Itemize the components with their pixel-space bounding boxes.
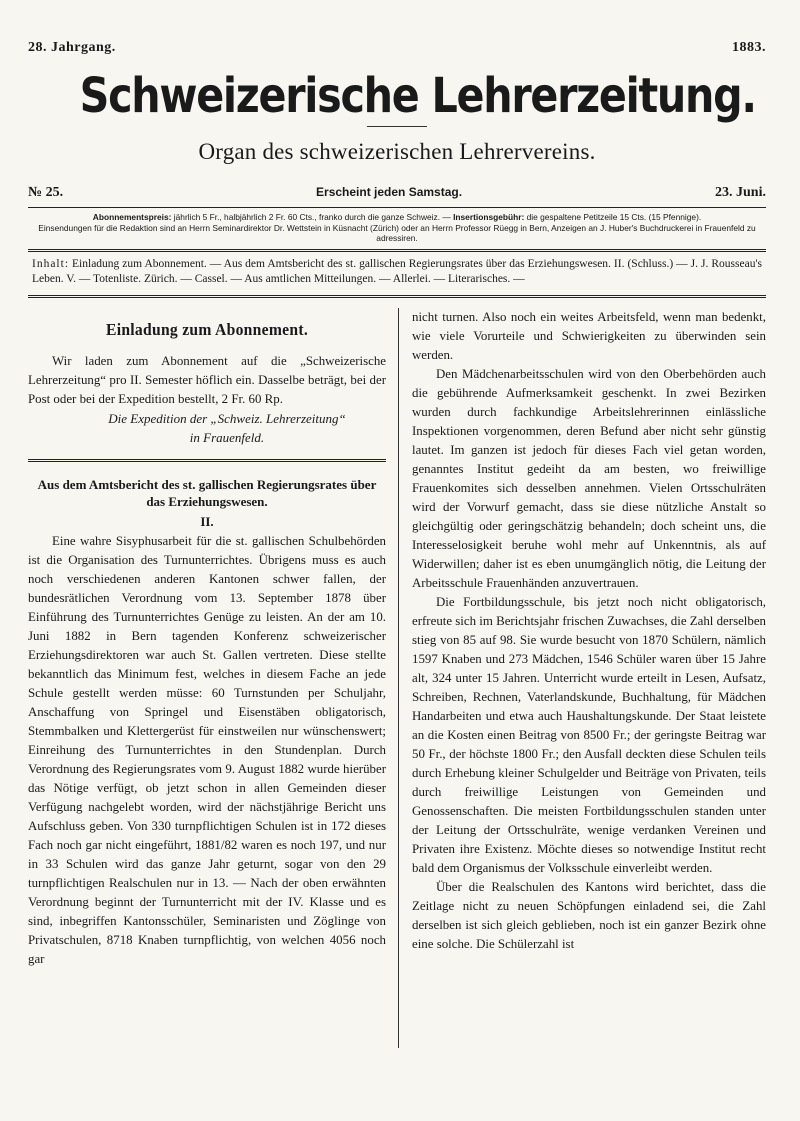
table-of-contents (28, 257, 766, 298)
subscription-price-label: Abonnementspreis: (92, 212, 172, 222)
article-paragraph-1: Eine wahre Sisyphusarbeit für die st. gallischen Schulbehörden ist die Organisation des Turnunterrichtes. Übrigens muss es auch noch verschiedenen anderen Kantonen schwer fallen, der bundesrätlichen Verordnung vom 13. September 1878 über Einführung des Turnunterrichtes Genüge zu leisten. An der am 10. Juni 1882 in Bern tagenden Konferenz schweizerischer Erziehungsdirektoren war auch St. Gallen vertreten. Diese stellte bekanntlich das Minimum fest, welches in diesem Fache an jede Schule gestellt werden müsse: 60 Turnstunden per Schuljahr, Anschaffung von Springel und Eisenstäben obligatorisch, Stemmbalken und Klettergerüst für einstweilen nur wünschenswert; Einreihung des Turnunterrichtes in den Stundenplan. Durch Verordnung des Regierungsrates vom 9. August 1882 wurde hierüber das Nötige verfügt, ob jetzt schon in allen Gemeinden dieser Verfügung nachgelebt worden, wird der nächstjährige Bericht uns Aufschluss geben. Von 330 turnpflichtigen Schulen ist in 172 dieses Fach noch gar nicht eingeführt, 1881/82 waren es noch 197, und nur in 33 Schulen wird das ganze Jahr geturnt, sogar von den 29 turnpflichtigen Realschulen nur in 13. — Nach der oben erwähnten Verordnung beginnt der Turnunterricht mit der IV. Klasse und es sind, inbegriffen Kantonsschüler, Seminaristen und Zöglinge von Privatschulen, 8718 Knaben turnpflichtig, von welchen 4056 noch gar (28, 533, 386, 966)
issue-number: № 25. (28, 185, 64, 200)
top-line (28, 40, 766, 56)
article-paragraph-1-cont: nicht turnen. Also noch ein weites Arbeitsfeld, wenn man bedenkt, wie viele Vorurteile und Schwierigkeiten zu überwinden sein werden. (412, 309, 766, 362)
volume-label: 28. Jahrgang. (28, 40, 116, 55)
invitation-signature-1: Die Expedition der „Schweiz. Lehrerzeitung“ (108, 410, 346, 426)
article-paragraph-4: Über die Realschulen des Kantons wird berichtet, dass die Zeitlage nicht zu neuen Schöpfungen einladend sei, die Zahl derselben ist sich gleich geblieben, noch ist ein ganzer Bezirk ohne eine solche. Die Schülerzahl ist (412, 879, 766, 951)
article-paragraph-3: Die Fortbildungsschule, bis jetzt noch nicht obligatorisch, erfreute sich im Berichtsjahr frischen Zuwachses, die Zahl derselben stieg von 85 auf 98. Sie wurde besucht von 1870 Schülern, nämlich 1597 Knaben und 273 Mädchen, 1546 Schüler waren über 15 Jahre alt, 324 unter 15 Jahren. Unterricht wurde erteilt in Lesen, Aufsatz, Schreiben, Rechnen, Vaterlandskunde, Buchhaltung, für Mädchen Handarbeiten und etwa auch Haushaltungskunde. Der Staat leistete an die Kosten einen Beitrag von 8500 Fr.; der geringste Beitrag war 50 Fr., der höchste 1800 Fr.; den Ausfall deckten diese Schulen teils durch Erhebung kleiner Schulgelder und Beiträge von Privaten, teils durch freiwillige Leistungen von Gemeinden und Genossenschaften. Die meisten Fortbildungsschulen standen unter der Leitung der Ortsschulräte, wenige verdanken Vereinen und Privaten ihre Existenz. Möchte dieses so notwendige Institut recht bald dem Organismus der Volksschule einverleibt werden. (412, 594, 766, 875)
article-title: Aus dem Amtsbericht des st. gallischen Regierungsrates über das Erziehungswesen. (37, 476, 377, 509)
left-column (28, 308, 399, 1048)
insertion-fee-text: die gespaltene Petitzeile 15 Cts. (15 Pfennige). (524, 212, 702, 222)
insertion-fee-label: Insertionsgebühr: (453, 212, 525, 222)
issue-date: 23. Juni. (715, 185, 766, 200)
subscription-price-text: jährlich 5 Fr., halbjährlich 2 Fr. 60 Cts., franko durch die ganze Schweiz. — (171, 212, 454, 222)
masthead-rule (367, 126, 427, 127)
newspaper-page (28, 40, 766, 1048)
invitation-signature-2: in Frauenfeld. (189, 429, 265, 445)
right-column (399, 308, 766, 1048)
masthead-title: Schweizerische Lehrerzeitung. (79, 68, 756, 124)
article-part: II. (200, 513, 214, 529)
subscription-info (28, 212, 766, 252)
contents-text: Einladung zum Abonnement. — Aus dem Amtsbericht des st. gallischen Regierungsrates über das Erziehungswesen. II. (Schluss.) — J. J. Rousseau's Leben. V. — Totenliste. Zürich. — Cassel. — Aus amtlichen Mitteilungen. — Allerlei. — Literarisches. — (32, 257, 762, 285)
invitation-title: Einladung zum Abonnement. (105, 319, 309, 339)
year-label: 1883. (732, 40, 766, 55)
publication-frequency: Erscheint jeden Samstag. (316, 185, 463, 199)
article-paragraph-2: Den Mädchenarbeitsschulen wird von den Oberbehörden auch die gebührende Aufmerksamkeit geschenkt. In zwei Bezirken wurden durch fachkundige Arbeitslehrerinnen einlässliche Inspektionen vorgenommen, deren Befund aber nicht sehr günstig lautet. Im ganzen ist jedoch für dieses Fach viel getan worden, genanntes Institut gedeiht da am besten, wo freiwillige Frauenkomites sich desselben annehmen. Vielen Ortsschulräten wird der Vorwurf gemacht, dass sie diese nützliche Anstalt so gleichgültig oder geringschätzig behandeln; doch scheint uns, die Interesselosigkeit beruhe wohl mehr auf Unkenntnis, als auf Widerwillen; daher ist es eben unumgänglich nötig, die Leitung der Arbeitsschule Frauenhänden anzuvertrauen. (412, 366, 766, 590)
masthead-subtitle: Organ des schweizerischen Lehrervereins. (198, 139, 596, 164)
contents-label: Inhalt: (32, 257, 70, 270)
article-columns (28, 308, 766, 1048)
issue-line (28, 185, 766, 208)
invitation-body: Wir laden zum Abonnement auf die „Schweizerische Lehrerzeitung“ pro II. Semester höflich ein. Dasselbe beträgt, bei der Post oder bei der Expedition bestellt, 2 Fr. 60 Rp. (28, 353, 386, 406)
subscription-line-2: Einsendungen für die Redaktion sind an Herrn Seminardirektor Dr. Wettstein in Küsnacht (Zürich) oder an Herrn Professor Rüegg in Bern, Anzeigen an J. Huber's Buchdruckerei in Frauenfeld zu adressiren. (38, 222, 756, 243)
subscription-line-1 (28, 212, 766, 223)
subscription-invitation (28, 308, 386, 462)
